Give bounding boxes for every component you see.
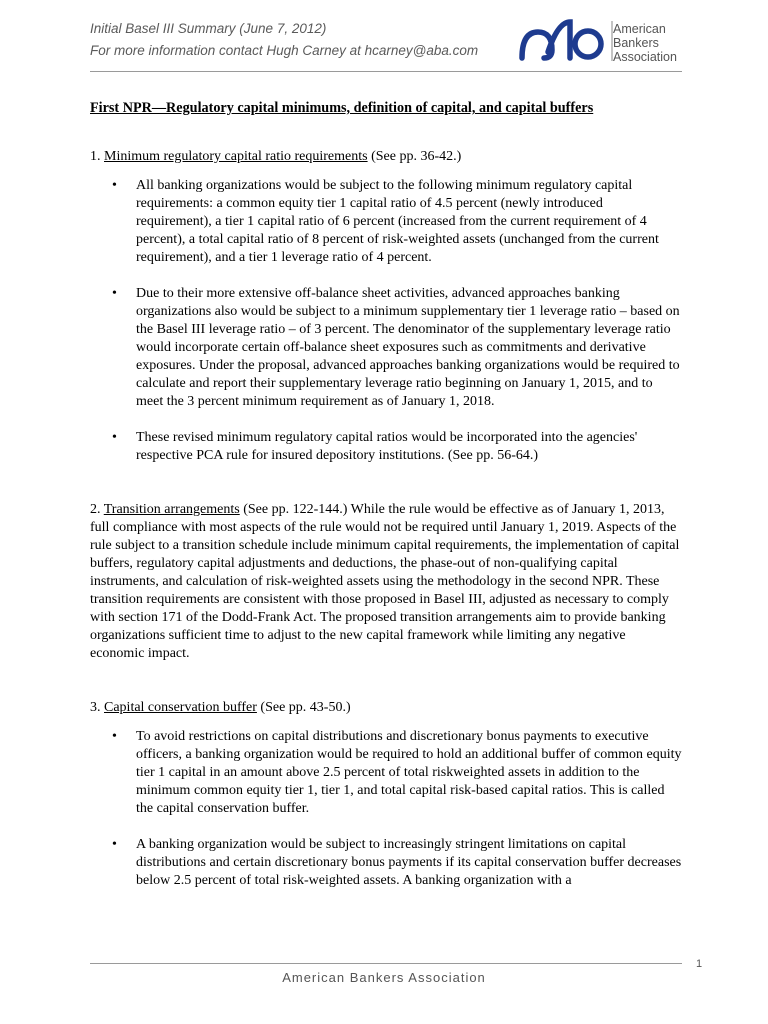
section-2-number: 2. <box>90 502 104 517</box>
section-3-ref: (See pp. 43-50.) <box>256 700 351 715</box>
bullet-text: A banking organization would be subject to increasingly stringent limitations on capital distributions and certain discretionary bonus payments if its capital conservation buffer decreases below 2.5 percent of total risk-weighted assets. A banking organization with a <box>136 837 682 888</box>
list-item <box>90 177 682 267</box>
section-2-paragraph <box>90 501 682 663</box>
header-contact: For more information contact Hugh Carney at hcarney@aba.com <box>90 43 479 58</box>
header-divider <box>90 71 682 72</box>
section-3-number: 3. <box>90 700 104 715</box>
list-item <box>90 285 682 411</box>
bullet-text: All banking organizations would be subject to the following minimum regulatory capital requirements: a common equity tier 1 capital ratio of 4.5 percent (newly introduced requirement), a tier 1 capital ratio of 6 percent (increased from the current requirement of 4 percent), a total capital ratio of 8 percent of risk-weighted assets (unchanged from the current requirement), and a tier 1 leverage ratio of 4 percent. <box>136 178 659 265</box>
list-item <box>90 728 682 818</box>
bullet-icon: • <box>112 729 117 744</box>
list-item <box>90 836 682 890</box>
document-body <box>90 100 682 890</box>
section-3-title: Capital conservation buffer <box>104 700 257 715</box>
section-1-number: 1. <box>90 149 104 164</box>
list-item <box>90 429 682 465</box>
section-1-ref: (See pp. 36-42.) <box>367 149 462 164</box>
footer-org-name: American Bankers Association <box>282 970 486 985</box>
section-2-text: (See pp. 122-144.) While the rule would be effective as of January 1, 2013, full compliance with most aspects of the rule would not be required until January 1, 2019. Aspects of the rule subject to a transition schedule include minimum capital requirements, the implementation of capital buffers, regulatory capital adjustments and deductions, the phase-out of non-qualifying capital instruments, and calculation of risk-weighted assets using the methodology in the second NPR. These transition requirements are consistent with those proposed in Basel III, adjusted as necessary to comply with section 171 of the Dodd-Frank Act. The proposed transition arrangements aim to provide banking organizations sufficient time to adjust to the new capital framework while limiting any negative economic impact. <box>90 502 680 661</box>
bullet-text: Due to their more extensive off-balance sheet activities, advanced approaches banking organizations also would be subject to a minimum supplementary tier 1 leverage ratio – based on the Basel III leverage ratio – of 3 percent. The denominator of the supplementary leverage ratio would incorporate certain off-balance sheet exposures such as commitments and derivative exposures. Under the proposal, advanced approaches banking organizations would be required to calculate and report their supplementary leverage ratio beginning on January 1, 2015, and to meet the 3 percent minimum requirement as of January 1, 2018. <box>136 286 680 409</box>
page-title: First NPR—Regulatory capital minimums, definition of capital, and capital buffers <box>90 100 594 116</box>
bullet-text: These revised minimum regulatory capital ratios would be incorporated into the agencies' respective PCA rule for insured depository institutions. (See pp. 56-64.) <box>136 430 638 463</box>
bullet-icon: • <box>112 286 117 301</box>
logo-line-2: Bankers <box>613 36 659 50</box>
bullet-icon: • <box>112 178 117 193</box>
page-number: 1 <box>696 958 703 970</box>
section-2-title: Transition arrangements <box>103 502 240 517</box>
header-doc-title: Initial Basel III Summary (June 7, 2012) <box>90 21 327 36</box>
section-1-heading <box>90 148 682 166</box>
footer-divider <box>90 963 682 964</box>
bullet-text: To avoid restrictions on capital distributions and discretionary bonus payments to executive officers, a banking organization would be required to hold an additional buffer of common equity tier 1 capital in an amount above 2.5 percent of total riskweighted assets in addition to the minimum common equity tier 1, tier 1, and total capital risk-based capital ratios. This is called the capital conservation buffer. <box>136 729 682 816</box>
section-3-heading <box>90 699 682 717</box>
section-1-title: Minimum regulatory capital ratio requirements <box>104 149 368 164</box>
logo-line-3: Association <box>613 50 677 64</box>
bullet-icon: • <box>112 430 117 445</box>
logo-line-1: American <box>613 22 666 36</box>
bullet-icon: • <box>112 837 117 852</box>
section-3-bullets <box>90 728 682 890</box>
logo-wordmark <box>613 22 677 64</box>
section-1-bullets <box>90 177 682 465</box>
